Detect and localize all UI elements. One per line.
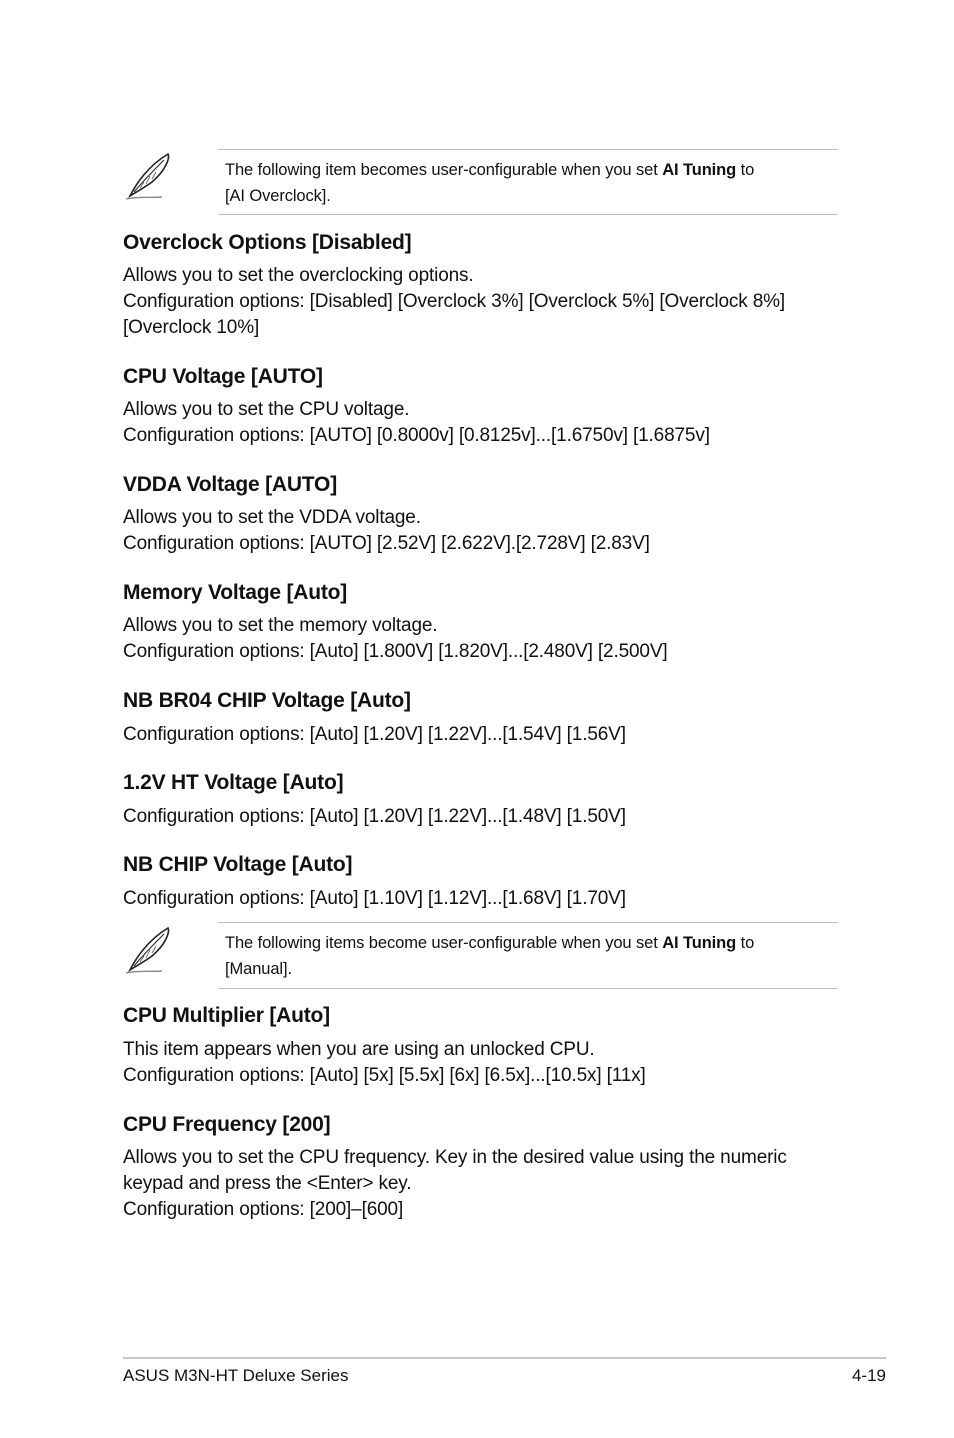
note1-line2: [AI Overclock]. xyxy=(225,187,331,205)
note1-suffix: to xyxy=(736,161,755,179)
note-pen-icon xyxy=(122,922,178,978)
section-heading: CPU Multiplier [Auto] xyxy=(123,1004,330,1027)
note2-line2: [Manual]. xyxy=(225,960,292,978)
section-line: Configuration options: [Auto] [1.20V] [1.22V]...[1.54V] [1.56V] xyxy=(123,724,626,745)
section-line: Configuration options: [Auto] [1.20V] [1.22V]...[1.48V] [1.50V] xyxy=(123,806,626,827)
section-line: Configuration options: [AUTO] [2.52V] [2.622V].[2.728V] [2.83V] xyxy=(123,533,650,554)
section-line: Configuration options: [Auto] [1.800V] [1.820V]...[2.480V] [2.500V] xyxy=(123,641,668,662)
section-heading: Overclock Options [Disabled] xyxy=(123,231,412,254)
section-line: Allows you to set the overclocking options. xyxy=(123,265,474,286)
page-number: 4-19 xyxy=(851,1366,886,1385)
section-heading: Memory Voltage [Auto] xyxy=(123,581,348,604)
note-box-1 xyxy=(218,149,838,215)
section-line: [Overclock 10%] xyxy=(123,317,260,338)
note2-prefix: The following items become user-configurable when you set xyxy=(225,934,663,952)
note2-bold: AI Tuning xyxy=(662,934,737,952)
note2-suffix: to xyxy=(736,934,755,952)
section-heading: NB BR04 CHIP Voltage [Auto] xyxy=(123,689,411,712)
section-line: Configuration options: [Auto] [5x] [5.5x] [6x] [6.5x]...[10.5x] [11x] xyxy=(123,1065,646,1086)
section-line: Allows you to set the memory voltage. xyxy=(123,615,438,636)
footer-divider xyxy=(123,1357,886,1359)
note-pen-icon xyxy=(122,148,178,204)
section-heading: CPU Voltage [AUTO] xyxy=(123,365,323,388)
section-heading: VDDA Voltage [AUTO] xyxy=(123,473,337,496)
note-box-2 xyxy=(218,922,838,989)
section-line: keypad and press the <Enter> key. xyxy=(123,1173,412,1194)
section-line: Allows you to set the CPU frequency. Key in the desired value using the numeric xyxy=(123,1147,787,1168)
section-line: Allows you to set the VDDA voltage. xyxy=(123,507,421,528)
note1-bold: AI Tuning xyxy=(662,161,737,179)
note1-prefix: The following item becomes user-configurable when you set xyxy=(225,161,663,179)
section-line: Configuration options: [Auto] [1.10V] [1.12V]...[1.68V] [1.70V] xyxy=(123,888,626,909)
section-line: This item appears when you are using an unlocked CPU. xyxy=(123,1039,595,1060)
section-heading: 1.2V HT Voltage [Auto] xyxy=(123,771,344,794)
section-heading: CPU Frequency [200] xyxy=(123,1113,331,1136)
section-line: Configuration options: [200]–[600] xyxy=(123,1199,404,1220)
section-line: Configuration options: [AUTO] [0.8000v] [0.8125v]...[1.6750v] [1.6875v] xyxy=(123,425,710,446)
footer-title: ASUS M3N-HT Deluxe Series xyxy=(123,1366,349,1385)
section-line: Allows you to set the CPU voltage. xyxy=(123,399,410,420)
section-line: Configuration options: [Disabled] [Overclock 3%] [Overclock 5%] [Overclock 8%] xyxy=(123,291,786,312)
section-heading: NB CHIP Voltage [Auto] xyxy=(123,853,353,876)
